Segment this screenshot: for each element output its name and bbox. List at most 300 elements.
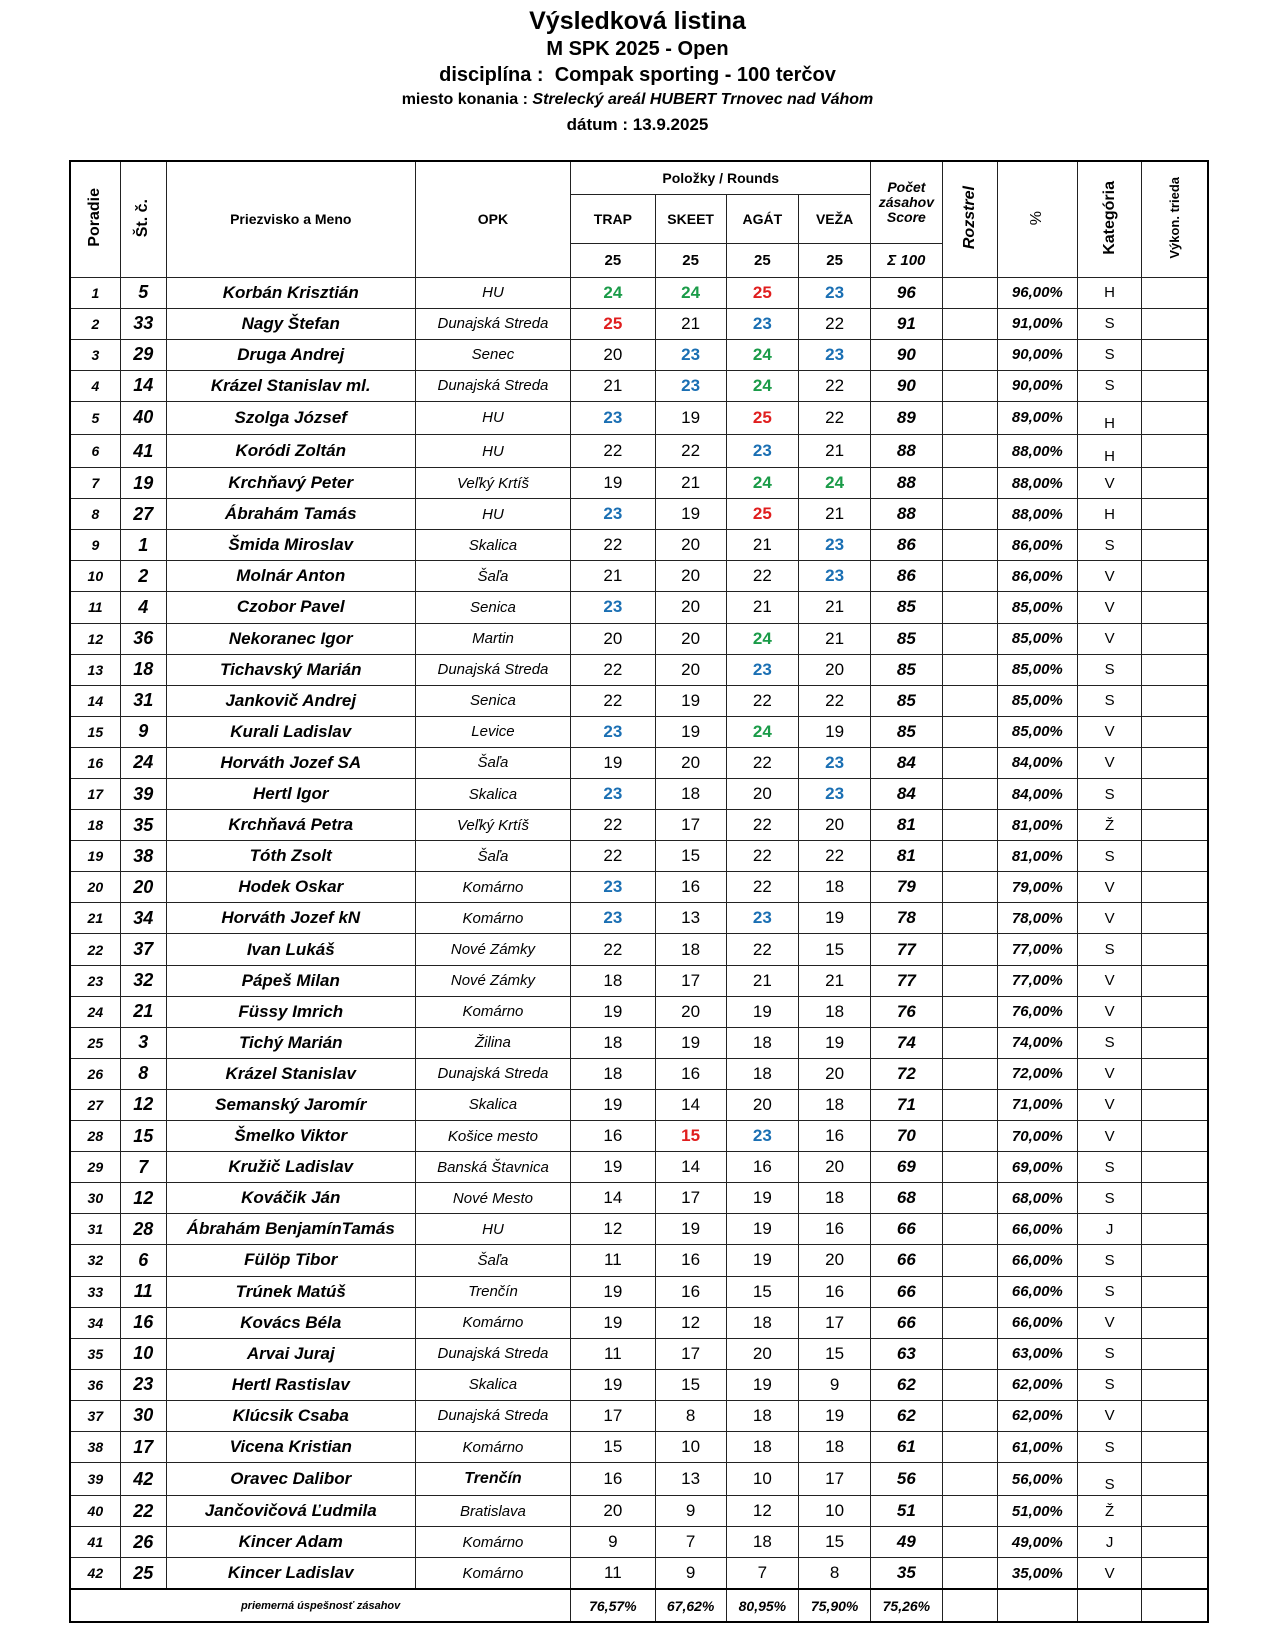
skeet-score-cell: 14 (655, 1152, 726, 1183)
col-agat-header: AGÁT (726, 194, 798, 243)
class-cell (1142, 996, 1208, 1027)
total-score-cell: 85 (871, 623, 942, 654)
shootoff-cell (942, 1152, 997, 1183)
bib-cell: 32 (120, 965, 166, 996)
category-cell: H (1077, 434, 1141, 467)
rank-cell: 9 (70, 530, 120, 561)
percent-cell: 74,00% (997, 1027, 1077, 1058)
trap-score-cell: 21 (571, 561, 655, 592)
total-score-cell: 66 (871, 1245, 942, 1276)
veza-score-cell: 20 (799, 654, 871, 685)
percent-cell: 66,00% (997, 1276, 1077, 1307)
category-cell: S (1077, 308, 1141, 339)
table-row (70, 1183, 1208, 1214)
club-cell: Komárno (415, 872, 571, 903)
class-cell (1142, 1121, 1208, 1152)
col-shootoff-header: Rozstrel (942, 161, 997, 277)
percent-cell: 62,00% (997, 1369, 1077, 1400)
total-score-cell: 88 (871, 434, 942, 467)
bib-cell: 20 (120, 872, 166, 903)
name-cell: Korbán Krisztián (166, 277, 415, 308)
agat-score-cell: 24 (726, 716, 798, 747)
percent-cell: 79,00% (997, 872, 1077, 903)
name-cell: Jankovič Andrej (166, 685, 415, 716)
class-cell (1142, 561, 1208, 592)
shootoff-cell (942, 996, 997, 1027)
table-row (70, 401, 1208, 434)
club-cell: Trenčín (415, 1463, 571, 1496)
name-cell: Krázel Stanislav (166, 1058, 415, 1089)
agat-score-cell: 18 (726, 1307, 798, 1338)
category-cell: S (1077, 1245, 1141, 1276)
agat-score-cell: 24 (726, 339, 798, 370)
skeet-score-cell: 10 (655, 1431, 726, 1462)
club-cell: HU (415, 1214, 571, 1245)
total-score-cell: 85 (871, 592, 942, 623)
total-score-cell: 96 (871, 277, 942, 308)
trap-score-cell: 21 (571, 370, 655, 401)
class-cell (1142, 685, 1208, 716)
club-cell: Skalica (415, 1089, 571, 1120)
average-shootoff-empty (942, 1589, 997, 1622)
trap-score-cell: 22 (571, 530, 655, 561)
category-cell: V (1077, 965, 1141, 996)
percent-cell: 62,00% (997, 1400, 1077, 1431)
veza-score-cell: 18 (799, 872, 871, 903)
trap-score-cell: 19 (571, 1089, 655, 1120)
skeet-score-cell: 7 (655, 1527, 726, 1558)
agat-score-cell: 23 (726, 434, 798, 467)
agat-score-cell: 18 (726, 1058, 798, 1089)
bib-cell: 31 (120, 685, 166, 716)
shootoff-cell (942, 1307, 997, 1338)
trap-score-cell: 23 (571, 499, 655, 530)
shootoff-cell (942, 530, 997, 561)
bib-cell: 42 (120, 1463, 166, 1496)
club-cell: HU (415, 277, 571, 308)
shootoff-cell (942, 934, 997, 965)
club-cell: Skalica (415, 530, 571, 561)
veza-score-cell: 21 (799, 434, 871, 467)
shootoff-cell (942, 277, 997, 308)
percent-cell: 69,00% (997, 1152, 1077, 1183)
bib-cell: 38 (120, 841, 166, 872)
rank-cell: 6 (70, 434, 120, 467)
class-cell (1142, 1558, 1208, 1590)
veza-score-cell: 9 (799, 1369, 871, 1400)
veza-score-cell: 21 (799, 592, 871, 623)
veza-score-cell: 19 (799, 1400, 871, 1431)
agat-score-cell: 23 (726, 903, 798, 934)
average-total: 75,26% (871, 1589, 942, 1622)
category-cell: S (1077, 1431, 1141, 1462)
table-row (70, 561, 1208, 592)
col-bib-header: Št. č. (120, 161, 166, 277)
club-cell: Senec (415, 339, 571, 370)
percent-cell: 81,00% (997, 810, 1077, 841)
category-cell: J (1077, 1527, 1141, 1558)
veza-score-cell: 19 (799, 903, 871, 934)
percent-cell: 66,00% (997, 1245, 1077, 1276)
name-cell: Kincer Adam (166, 1527, 415, 1558)
club-cell: HU (415, 401, 571, 434)
table-row (70, 623, 1208, 654)
percent-cell: 56,00% (997, 1463, 1077, 1496)
agat-score-cell: 25 (726, 277, 798, 308)
name-cell: Hodek Oskar (166, 872, 415, 903)
percent-cell: 63,00% (997, 1338, 1077, 1369)
skeet-max: 25 (655, 243, 726, 277)
trap-score-cell: 23 (571, 401, 655, 434)
rank-cell: 35 (70, 1338, 120, 1369)
percent-cell: 77,00% (997, 965, 1077, 996)
class-cell (1142, 1496, 1208, 1527)
name-cell: Koródi Zoltán (166, 434, 415, 467)
bib-cell: 3 (120, 1027, 166, 1058)
name-cell: Klúcsik Csaba (166, 1400, 415, 1431)
rank-cell: 31 (70, 1214, 120, 1245)
class-cell (1142, 1058, 1208, 1089)
total-score-cell: 71 (871, 1089, 942, 1120)
agat-score-cell: 22 (726, 872, 798, 903)
bib-cell: 17 (120, 1431, 166, 1462)
shootoff-cell (942, 1369, 997, 1400)
table-row (70, 903, 1208, 934)
agat-score-cell: 10 (726, 1463, 798, 1496)
agat-score-cell: 22 (726, 561, 798, 592)
name-cell: Czobor Pavel (166, 592, 415, 623)
skeet-score-cell: 8 (655, 1400, 726, 1431)
category-cell: V (1077, 468, 1141, 499)
bib-cell: 6 (120, 1245, 166, 1276)
rank-cell: 15 (70, 716, 120, 747)
trap-score-cell: 19 (571, 1307, 655, 1338)
total-score-cell: 35 (871, 1558, 942, 1590)
club-cell: Nové Mesto (415, 1183, 571, 1214)
veza-score-cell: 8 (799, 1558, 871, 1590)
veza-score-cell: 20 (799, 1152, 871, 1183)
name-cell: Nekoranec Igor (166, 623, 415, 654)
veza-score-cell: 17 (799, 1463, 871, 1496)
veza-score-cell: 15 (799, 1527, 871, 1558)
bib-cell: 30 (120, 1400, 166, 1431)
total-score-cell: 62 (871, 1400, 942, 1431)
class-cell (1142, 1527, 1208, 1558)
veza-score-cell: 21 (799, 623, 871, 654)
veza-score-cell: 16 (799, 1276, 871, 1307)
name-cell: Kružič Ladislav (166, 1152, 415, 1183)
category-cell: V (1077, 996, 1141, 1027)
class-cell (1142, 1338, 1208, 1369)
percent-cell: 85,00% (997, 592, 1077, 623)
table-row (70, 1369, 1208, 1400)
category-cell: S (1077, 1338, 1141, 1369)
total-score-cell: 86 (871, 561, 942, 592)
category-cell: S (1077, 1369, 1141, 1400)
agat-score-cell: 21 (726, 530, 798, 561)
average-skeet: 67,62% (655, 1589, 726, 1622)
shootoff-cell (942, 841, 997, 872)
shootoff-cell (942, 1245, 997, 1276)
skeet-score-cell: 17 (655, 1183, 726, 1214)
agat-score-cell: 23 (726, 308, 798, 339)
club-cell: Dunajská Streda (415, 654, 571, 685)
col-rounds-group-header: Položky / Rounds (571, 161, 871, 194)
veza-score-cell: 10 (799, 1496, 871, 1527)
bib-cell: 24 (120, 747, 166, 778)
table-row (70, 370, 1208, 401)
skeet-score-cell: 15 (655, 1121, 726, 1152)
name-cell: Tichavský Marián (166, 654, 415, 685)
veza-score-cell: 16 (799, 1121, 871, 1152)
name-cell: Kincer Ladislav (166, 1558, 415, 1590)
bib-cell: 25 (120, 1558, 166, 1590)
club-cell: Senica (415, 685, 571, 716)
shootoff-cell (942, 1058, 997, 1089)
percent-cell: 90,00% (997, 370, 1077, 401)
category-cell: S (1077, 1463, 1141, 1496)
veza-score-cell: 17 (799, 1307, 871, 1338)
name-cell: Nagy Štefan (166, 308, 415, 339)
col-score-header: Počet zásahov Score (871, 161, 942, 243)
rank-cell: 27 (70, 1089, 120, 1120)
skeet-score-cell: 15 (655, 1369, 726, 1400)
rank-cell: 19 (70, 841, 120, 872)
veza-score-cell: 23 (799, 747, 871, 778)
total-score-cell: 91 (871, 308, 942, 339)
agat-score-cell: 16 (726, 1152, 798, 1183)
date (0, 112, 1275, 138)
category-cell: S (1077, 339, 1141, 370)
class-cell (1142, 468, 1208, 499)
rank-cell: 14 (70, 685, 120, 716)
veza-score-cell: 23 (799, 530, 871, 561)
bib-cell: 36 (120, 623, 166, 654)
trap-score-cell: 18 (571, 965, 655, 996)
trap-score-cell: 20 (571, 623, 655, 654)
table-row (70, 685, 1208, 716)
club-cell: Šaľa (415, 1245, 571, 1276)
total-score-cell: 66 (871, 1214, 942, 1245)
rank-cell: 17 (70, 779, 120, 810)
trap-score-cell: 23 (571, 872, 655, 903)
agat-score-cell: 19 (726, 1245, 798, 1276)
bib-cell: 5 (120, 277, 166, 308)
agat-score-cell: 25 (726, 401, 798, 434)
table-row (70, 1463, 1208, 1496)
bib-cell: 10 (120, 1338, 166, 1369)
total-score-cell: 88 (871, 499, 942, 530)
bib-cell: 7 (120, 1152, 166, 1183)
rank-cell: 25 (70, 1027, 120, 1058)
total-score-cell: 89 (871, 401, 942, 434)
veza-score-cell: 20 (799, 1058, 871, 1089)
skeet-score-cell: 20 (655, 592, 726, 623)
skeet-score-cell: 17 (655, 1338, 726, 1369)
class-cell (1142, 1183, 1208, 1214)
total-score-cell: 85 (871, 716, 942, 747)
shootoff-cell (942, 654, 997, 685)
class-cell (1142, 1027, 1208, 1058)
class-cell (1142, 370, 1208, 401)
table-row (70, 872, 1208, 903)
shootoff-cell (942, 401, 997, 434)
bib-cell: 4 (120, 592, 166, 623)
club-cell: Trenčín (415, 1276, 571, 1307)
col-skeet-header: SKEET (655, 194, 726, 243)
bib-cell: 35 (120, 810, 166, 841)
skeet-score-cell: 20 (655, 654, 726, 685)
trap-score-cell: 19 (571, 996, 655, 1027)
percent-cell: 72,00% (997, 1058, 1077, 1089)
name-cell: Horváth Jozef kN (166, 903, 415, 934)
veza-max: 25 (799, 243, 871, 277)
trap-score-cell: 19 (571, 468, 655, 499)
category-cell: V (1077, 623, 1141, 654)
table-row (70, 1400, 1208, 1431)
class-cell (1142, 308, 1208, 339)
club-cell: Levice (415, 716, 571, 747)
trap-score-cell: 19 (571, 1369, 655, 1400)
shootoff-cell (942, 370, 997, 401)
shootoff-cell (942, 872, 997, 903)
rank-cell: 23 (70, 965, 120, 996)
percent-cell: 86,00% (997, 561, 1077, 592)
agat-score-cell: 22 (726, 747, 798, 778)
trap-score-cell: 22 (571, 841, 655, 872)
trap-score-cell: 17 (571, 1400, 655, 1431)
agat-score-cell: 12 (726, 1496, 798, 1527)
table-row (70, 747, 1208, 778)
agat-score-cell: 19 (726, 1183, 798, 1214)
agat-score-cell: 18 (726, 1431, 798, 1462)
trap-score-cell: 14 (571, 1183, 655, 1214)
bib-cell: 14 (120, 370, 166, 401)
total-score-cell: 70 (871, 1121, 942, 1152)
club-cell: Komárno (415, 996, 571, 1027)
category-cell: S (1077, 685, 1141, 716)
skeet-score-cell: 18 (655, 779, 726, 810)
average-trap: 76,57% (571, 1589, 655, 1622)
average-label: priemerná úspešnosť zásahov (70, 1589, 571, 1622)
total-score-cell: 81 (871, 841, 942, 872)
rank-cell: 4 (70, 370, 120, 401)
club-cell: Šaľa (415, 747, 571, 778)
trap-score-cell: 9 (571, 1527, 655, 1558)
agat-score-cell: 25 (726, 499, 798, 530)
class-cell (1142, 1400, 1208, 1431)
class-cell (1142, 747, 1208, 778)
agat-score-cell: 18 (726, 1527, 798, 1558)
total-score-cell: 81 (871, 810, 942, 841)
shootoff-cell (942, 1183, 997, 1214)
table-row (70, 468, 1208, 499)
category-cell: S (1077, 370, 1141, 401)
table-row (70, 434, 1208, 467)
percent-cell: 88,00% (997, 499, 1077, 530)
club-cell: Nové Zámky (415, 934, 571, 965)
agat-score-cell: 18 (726, 1027, 798, 1058)
table-row (70, 1245, 1208, 1276)
skeet-score-cell: 9 (655, 1496, 726, 1527)
shootoff-cell (942, 1463, 997, 1496)
agat-score-cell: 20 (726, 1089, 798, 1120)
total-score-cell: 63 (871, 1338, 942, 1369)
name-cell: Kovács Béla (166, 1307, 415, 1338)
name-cell: Tichý Marián (166, 1027, 415, 1058)
class-cell (1142, 779, 1208, 810)
rank-cell: 8 (70, 499, 120, 530)
rank-cell: 32 (70, 1245, 120, 1276)
veza-score-cell: 22 (799, 370, 871, 401)
agat-score-cell: 18 (726, 1400, 798, 1431)
bib-cell: 40 (120, 401, 166, 434)
veza-score-cell: 18 (799, 996, 871, 1027)
total-score-cell: 72 (871, 1058, 942, 1089)
percent-cell: 76,00% (997, 996, 1077, 1027)
average-agat: 80,95% (726, 1589, 798, 1622)
name-cell: Ábrahám Tamás (166, 499, 415, 530)
shootoff-cell (942, 810, 997, 841)
agat-score-cell: 24 (726, 623, 798, 654)
veza-score-cell: 15 (799, 1338, 871, 1369)
club-cell: Martin (415, 623, 571, 654)
total-score-cell: 62 (871, 1369, 942, 1400)
rank-cell: 38 (70, 1431, 120, 1462)
table-row (70, 1089, 1208, 1120)
veza-score-cell: 23 (799, 277, 871, 308)
trap-score-cell: 23 (571, 716, 655, 747)
category-cell: S (1077, 1276, 1141, 1307)
name-cell: Krázel Stanislav ml. (166, 370, 415, 401)
col-rank-header: Poradie (70, 161, 120, 277)
class-cell (1142, 339, 1208, 370)
table-row (70, 965, 1208, 996)
veza-score-cell: 21 (799, 499, 871, 530)
skeet-score-cell: 9 (655, 1558, 726, 1590)
category-cell: V (1077, 1400, 1141, 1431)
name-cell: Kováčik Ján (166, 1183, 415, 1214)
club-cell: Komárno (415, 1307, 571, 1338)
bib-cell: 28 (120, 1214, 166, 1245)
trap-score-cell: 15 (571, 1431, 655, 1462)
trap-score-cell: 11 (571, 1245, 655, 1276)
class-cell (1142, 810, 1208, 841)
shootoff-cell (942, 747, 997, 778)
bib-cell: 9 (120, 716, 166, 747)
agat-score-cell: 20 (726, 1338, 798, 1369)
total-score-cell: 90 (871, 370, 942, 401)
rank-cell: 29 (70, 1152, 120, 1183)
name-cell: Jančovičová Ľudmila (166, 1496, 415, 1527)
category-cell: J (1077, 1214, 1141, 1245)
class-cell (1142, 654, 1208, 685)
category-cell: Ž (1077, 1496, 1141, 1527)
agat-score-cell: 24 (726, 468, 798, 499)
average-percent-empty (997, 1589, 1077, 1622)
name-cell: Horváth Jozef SA (166, 747, 415, 778)
discipline-label: disciplína : (439, 64, 544, 86)
trap-score-cell: 23 (571, 592, 655, 623)
category-cell: S (1077, 654, 1141, 685)
bib-cell: 37 (120, 934, 166, 965)
rank-cell: 13 (70, 654, 120, 685)
trap-score-cell: 16 (571, 1463, 655, 1496)
rank-cell: 7 (70, 468, 120, 499)
skeet-score-cell: 16 (655, 872, 726, 903)
name-cell: Vicena Kristian (166, 1431, 415, 1462)
rank-cell: 26 (70, 1058, 120, 1089)
